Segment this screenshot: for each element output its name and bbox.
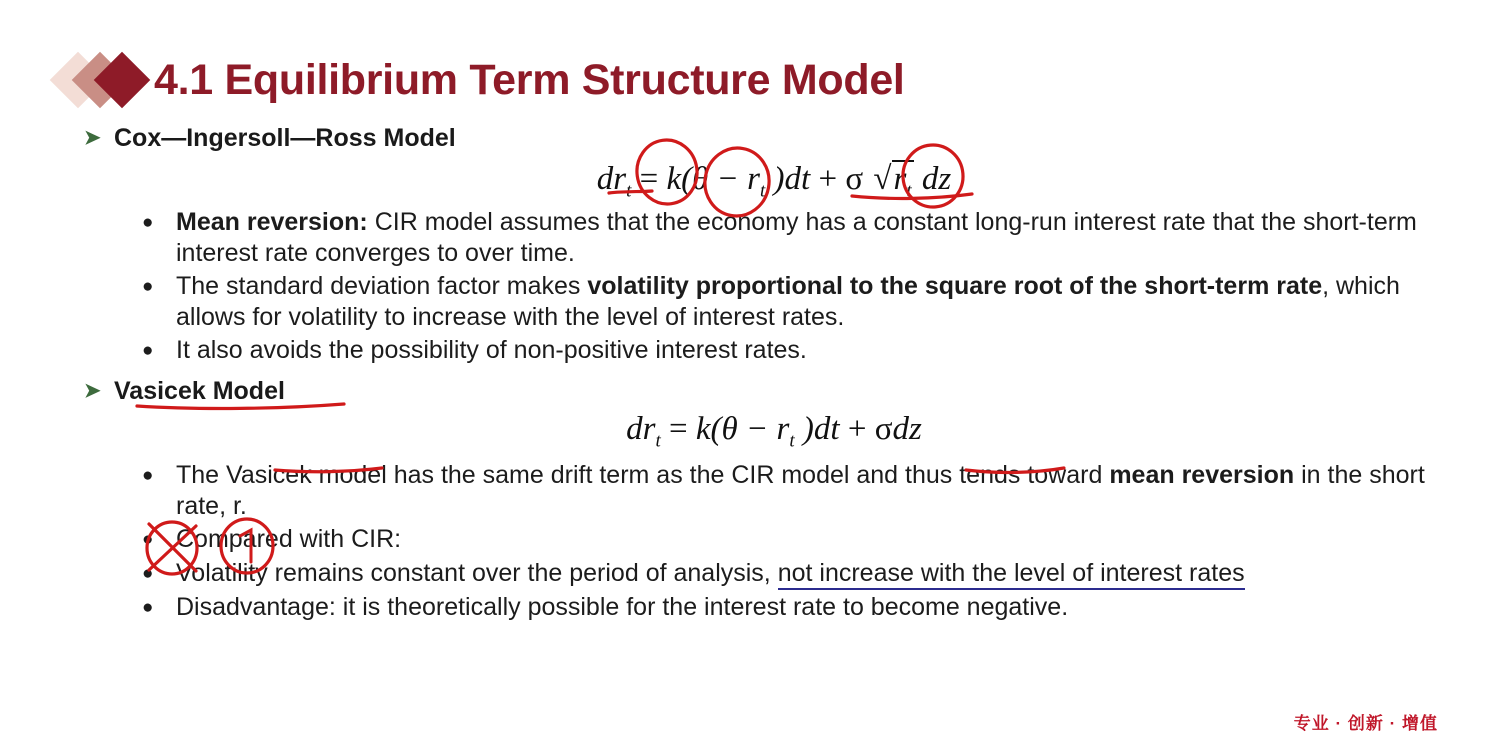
bullet-dot-icon: ● [142,275,154,297]
bullet-text: It also avoids the possibility of non-positive interest rates. [176,335,807,364]
bullet-text: The Vasicek model has the same drift term as the CIR model and thus tends toward mean reversion in the short rate, r. [176,461,1425,521]
arrow-bullet-icon: ➤ [84,379,101,402]
section-heading-vasicek: ➤ Vasicek Model [84,376,285,405]
footer-slogan: 专业 · 创新 · 增值 [1293,714,1438,733]
bullet-dot-icon: ● [142,211,154,233]
formula-vasicek: $dr_t = k(\theta - r_t$ )dt + σdz [626,410,922,452]
bullet-dot-icon: ● [142,597,154,619]
bullet-mean-reversion [142,207,1464,269]
bullet-dot-icon: ● [142,563,154,585]
bullet-dot-icon: ● [142,339,154,361]
bullet-lead: Mean reversion: [176,207,368,236]
bullet-volatility-constant [142,558,1464,590]
bullet-vasicek-drift [142,460,1464,522]
bullet-text: The standard deviation factor makes volatility proportional to the square root of the short-term rate, which allows for volatility to increase with the level of interest rates. [176,271,1400,331]
bullet-text: CIR model assumes that the economy has a constant long-run interest rate that the short-term interest rate converges to over time. [176,207,1417,267]
diamond-bullet-icon [58,52,150,108]
bullet-text: Disadvantage: it is theoretically possible for the interest rate to become negative. [176,593,1069,622]
bullet-dot-icon: ● [142,529,154,551]
bullet-compared-with-cir [142,524,1464,556]
page-title: 4.1 Equilibrium Term Structure Model [154,55,905,104]
bullet-disadvantage [142,592,1464,624]
slide-body [84,122,1464,626]
title-row [58,52,905,108]
bullet-dot-icon: ● [142,465,154,487]
section-heading-cir: ➤ Cox—Ingersoll—Ross Model [84,124,456,152]
bullet-text: Compared with CIR: [176,525,402,554]
bullet-non-positive [142,335,1464,367]
bullet-std-deviation [142,271,1464,333]
arrow-bullet-icon: ➤ [84,127,101,149]
bullet-text: Volatility remains constant over the period of analysis, not increase with the level of interest rates [176,558,1464,589]
formula-cir: $dr_t = k(\theta - r_t$ )dt + σ $√r_t$ dz [596,161,952,202]
